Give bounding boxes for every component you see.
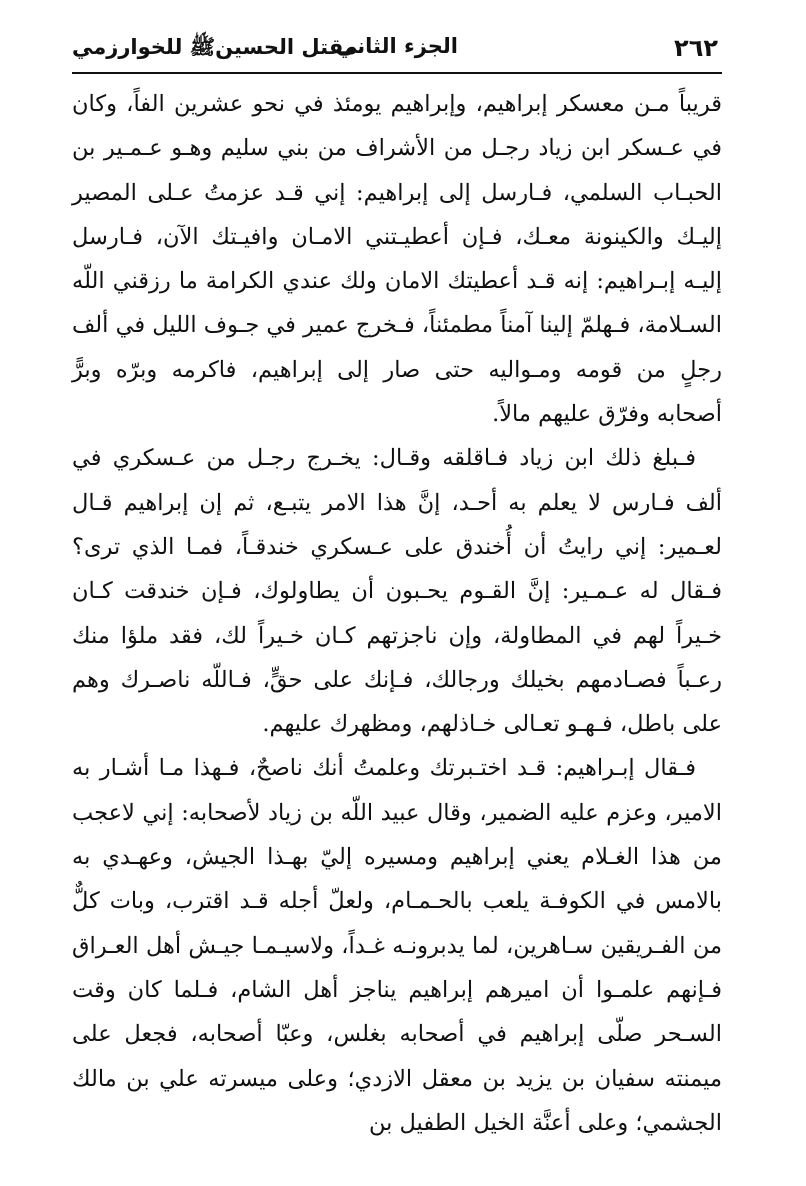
book-title: مقتل الحسينﷺ للخوارزمي bbox=[72, 35, 357, 59]
paragraph-1: قريباً مـن معسكر إبراهيم، وإبراهيم يومئذ في نحو عشرين الفاً، وكان في عـسكر ابن زياد رجـل من الأشراف من بني سليم وهـو عـمـير بن الحبـاب السلمي، فـارسل إلى إبراهيم: إني قـد عزمتُ عـلى المصير إليـك والكينونة معـك، فـإن أعطيـتني الامـان وافيـتك الآن، فـارسل إليـه إبـراهيم: إنه قـد أعطيتك الامان ولك عندي الكرامة ما رزقني اللّه السـلامة، فـهلمّ إلينا آمناً مطمئناً، فـخرج عمير في جـوف الليل في ألف رجلٍ من قومه ومـواليه حتى صار إلى إبراهيم، فاكرمه وبرّه وبرًّ أصحابه وفرّق عليهم مالاً. bbox=[72, 91, 722, 428]
part-title: الجزء الثاني bbox=[335, 34, 459, 58]
paragraph-2: فـبلغ ذلك ابن زياد فـاقلقه وقـال: يخـرج رجـل من عـسكري في ألف فـارس لا يعلم به أحـد، إنَّ هذا الامر يتبـع، ثم إن إبراهيم قـال لعـمير: إني رايتُ أن أُخندق على عـسكري خندقـاً، فمـا الذي ترى؟ فـقال له عـمـير: إنَّ القـوم يحـبون أن يطاولوك، فـإن خندقت كـان خـيراً لهم في المطاولة، وإن ناجزتهم كـان خـيراً لك، فقد ملؤا منك رعـباً فصـادمهم بخيلك ورجالك، فـإنك على حقٍّ، فـاللّه ناصـرك وهم على باطل، فـهـو تعـالى خـاذلهم، ومظهرك عليهم. bbox=[72, 445, 722, 738]
body-text bbox=[72, 82, 722, 1145]
page-number: ٢٦٢ bbox=[674, 34, 718, 62]
page-header bbox=[72, 26, 722, 74]
paragraph-3: فـقال إبـراهيم: قـد اختـبرتك وعلمتُ أنك ناصحٌ، فـهذا مـا أشـار به الامير، وعزم عليه الضمير، وقال عبيد اللّه بن زياد لأصحابه: إني لاعجب من هذا الغـلام يعني إبراهيم ومسيره إليّ بهـذا الجيش، وعهـدي به بالامس في الكوفـة يلعب بالحـمـام، ولعلّ أجله قـد اقترب، وبات كلٌّ من الفـريقين سـاهرين، لما يدبرونـه غـداً، ولاسيـمـا جيـش أهل العـراق فـإنهم علمـوا أن اميرهم إبراهيم يناجز أهل الشام، فـلما كان وقت السـحر صلّى إبراهيم في أصحابه بغلس، وعبّا أصحابه، فجعل على ميمنته سفيان بن يزيد بن معقل الازدي؛ وعلى ميسرته علي بن مالك الجشمي؛ وعلى أعنَّة الخيل الطفيل بن bbox=[72, 755, 722, 1136]
